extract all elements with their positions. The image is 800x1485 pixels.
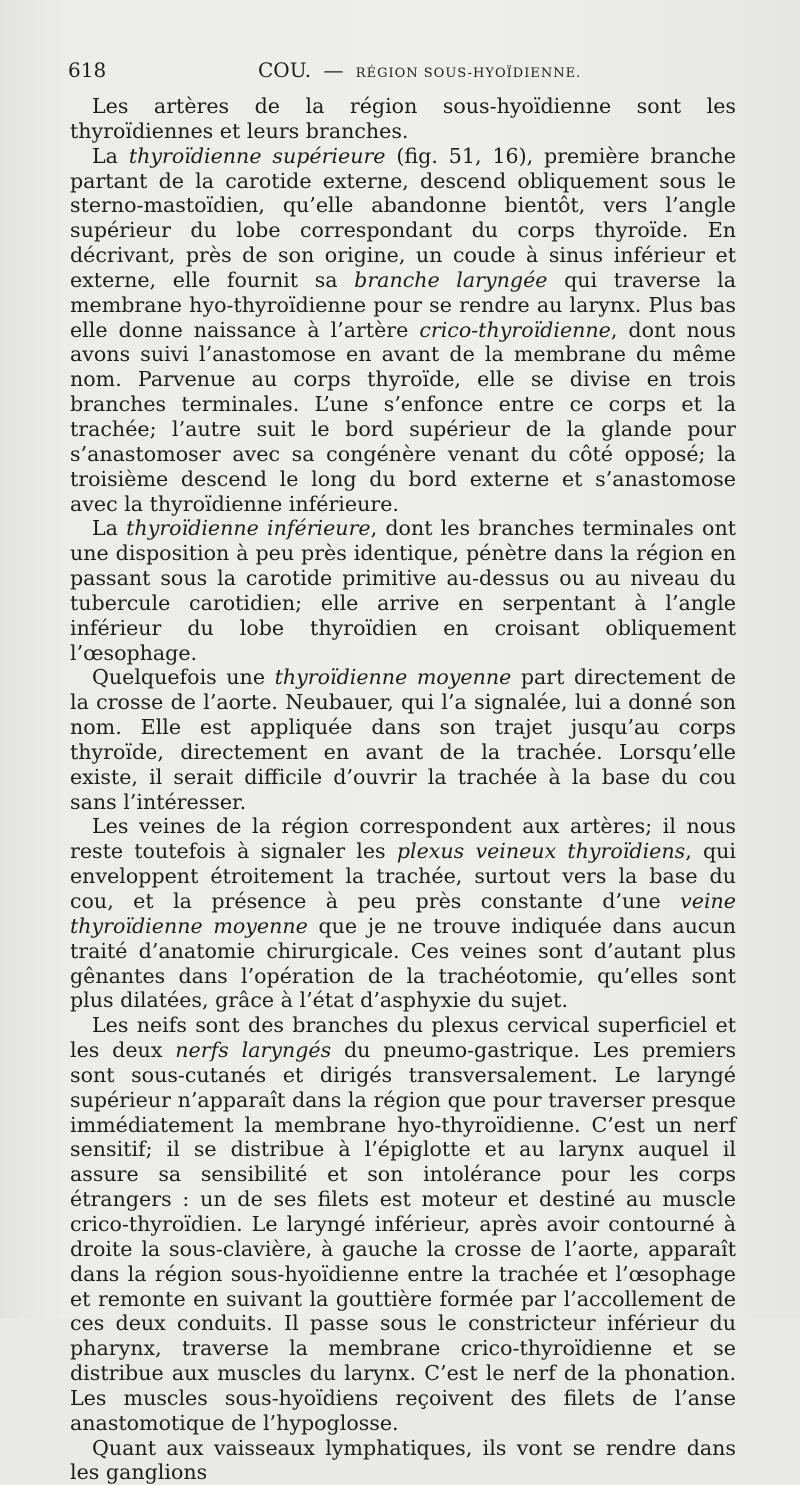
italic-term: thyroïdienne supérieure (128, 143, 386, 168)
body-text (70, 94, 736, 1485)
paragraph (70, 516, 736, 665)
text-run: , qui enveloppent étroitement la trachée, surtout vers la base du cou, et la présence à peu près constante d’une (70, 839, 736, 913)
title-dash: — (323, 58, 344, 82)
text-run: , dont nous avons suivi l’anastomose en avant de la membrane du même nom. Parvenue au corps thyroïde, elle se divise en trois branches terminales. L’une s’enfonce entre ce corps et la trachée; l’autre suit le bord supérieur de la glande pour s’anastomoser avec sa congénère venant du côté opposé; la troisième descend le long du bord externe et s’anastomose avec la thyroïdienne inférieure. (70, 317, 736, 516)
section-subtitle: RÉGION SOUS-HYOÏDIENNE. (355, 66, 582, 81)
text-run: Les artères de la région sous-hyoïdienne sont les thyroïdiennes et leurs branches. (70, 94, 736, 143)
paragraph (70, 1436, 736, 1485)
paragraph (70, 665, 736, 814)
text-run: Les neifs sont des branches du plexus cervical superficiel et les deux (70, 1013, 736, 1063)
italic-term: veine thyroïdienne moyenne (70, 889, 736, 938)
running-header (68, 58, 736, 88)
text-run: part directement de la crosse de l’aorte. Neubauer, qui l’a signalée, lui a donné son nom. Elle est appliquée dans son trajet jusqu’au corps thyroïde, directement en avant de la trachée. Lorsqu’elle existe, il serait difficile d’ouvrir la trachée à la base du cou sans l’intéresser. (70, 665, 736, 814)
show-through-text (738, 95, 800, 1255)
italic-term: plexus veineux thyroïdiens (396, 839, 686, 864)
section-title: COU. (258, 58, 312, 82)
page-number: 618 (68, 58, 107, 82)
paragraph (70, 144, 736, 517)
paragraph (70, 94, 736, 144)
italic-term: branche laryngée (354, 267, 548, 292)
italic-term: thyroïdienne inférieure (126, 516, 371, 541)
text-run: du pneumo-gastrique. Les premiers sont sous-cutanés et dirigés transversalement. Le laryngé supérieur n’apparaît dans la région que pour traverser presque immédiatement la membrane hyo-thyroïdienne. C’est un nerf sensitif; il se distribue à l’épiglotte et au larynx auquel il assure sa sensibilité et son intolérance pour les corps étrangers : un de ses filets est moteur et destiné au muscle crico-thyroïdien. Le laryngé inférieur, après avoir contourné à droite la sous-clavière, à gauche la crosse de l’aorte, apparaît dans la région sous-hyoïdienne entre la trachée et l’œsophage et remonte en suivant la gouttière formée par l’accollement de ces deux conduits. Il passe sous le constricteur inférieur du pharynx, traverse la membrane crico-thyroïdienne et se distribue aux muscles du larynx. C’est le nerf de la phonation. Les muscles sous-hyoïdiens reçoivent des filets de l’anse anastomotique de l’hypoglosse. (70, 1038, 737, 1435)
text-run: que je ne trouve indiquée dans aucun traité d’anatomie chirurgicale. Ces veines sont d’autant plus gênantes dans l’opération de la trachéotomie, qu’elles sont plus dilatées, grâce à l’état d’asphyxie du sujet. (70, 913, 736, 1013)
paragraph (70, 814, 736, 1013)
italic-term: nerfs laryngés (175, 1038, 332, 1063)
text-run: La (92, 516, 127, 541)
italic-term: crico-thyroïdienne (419, 317, 611, 342)
text-run: , dont les branches terminales ont une disposition à peu près identique, pénètre dans la région en passant sous la carotide primitive au-dessus ou au niveau du tubercule carotidien; elle arrive en serpentant à l’angle inférieur du lobe thyroïdien en croisant obliquement l’œsophage. (70, 516, 736, 665)
paragraph (70, 1013, 736, 1435)
text-run: Les veines de la région correspondent aux artères; il nous reste toutefois à signaler les (70, 814, 736, 864)
text-run: (fig. 51, 16), première branche partant de la carotide externe, descend obliquement sous le sterno-mastoïdien, qu’elle abandonne bientôt, vers l’angle supérieur du lobe correspondant du corps thyroïde. En décrivant, près de son origine, un coude à sinus inférieur et externe, elle fournit sa (70, 143, 736, 292)
text-run: Quelquefois une (92, 665, 275, 690)
text-run: Quant aux vaisseaux lymphatiques, ils vont se rendre dans les ganglions (70, 1435, 736, 1485)
text-run: La (92, 143, 129, 168)
italic-term: thyroïdienne moyenne (274, 665, 512, 690)
running-title (258, 58, 581, 82)
text-run: qui traverse la membrane hyo-thyroïdienne pour se rendre au larynx. Plus bas elle donne naissance à l’artère (70, 267, 737, 342)
